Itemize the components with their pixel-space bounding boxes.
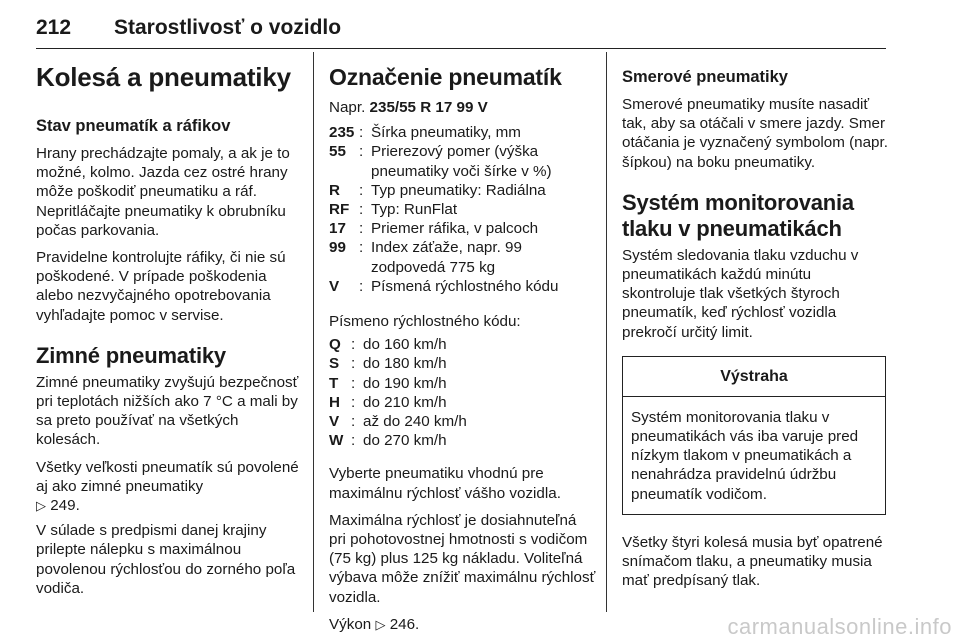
section-title: Starostlivosť o vozidlo — [114, 16, 342, 39]
header-divider — [36, 48, 886, 49]
subheading-tyre-condition: Stav pneumatík a ráfikov — [36, 117, 231, 135]
column-middle — [329, 52, 597, 638]
paragraph: Pravidelne kontrolujte ráfiky, či nie sú poškodené. V prípade poškodenia alebo nezvyčajného opotrebovania vyhľadajte pomoc v servise. — [36, 249, 286, 324]
reference-arrow-icon: ▷ — [36, 498, 46, 514]
heading-winter-tyres: Zimné pneumatiky — [36, 342, 226, 368]
warning-text: Systém monitorovania tlaku v pneumatikách vás iba varuje pred nízkym tlakom v pneumatikách a nenahrádza pravidelnú údržbu pneumatík vodičom. — [631, 408, 859, 503]
paragraph-text: Výkon — [329, 615, 372, 633]
column-right — [622, 52, 888, 594]
page-header — [36, 8, 886, 52]
speed-code-list — [329, 335, 597, 450]
reference-arrow-icon: ▷ — [375, 616, 386, 632]
column-left — [36, 52, 302, 602]
paragraph: Maximálna rýchlosť je dosiahnuteľná pri pohotovostnej hmotnosti s vodičom (75 kg) plus 125 kg nákladu. Voliteľná výbava môže znížiť maximálnu rýchlosť vozidla. — [329, 511, 596, 606]
column-divider — [606, 52, 607, 612]
designation-list — [329, 123, 597, 296]
column-divider — [313, 52, 314, 612]
watermark: carmanualsonline.info — [727, 614, 952, 639]
warning-box — [622, 356, 886, 515]
list-item: S : do 180 km/h — [329, 355, 447, 373]
list-item: T : do 190 km/h — [329, 374, 447, 392]
paragraph: Všetky štyri kolesá musia byť opatrené snímačom tlaku, a pneumatiky musia mať predpísaný tlak. — [622, 533, 883, 590]
paragraph-with-reference — [329, 615, 597, 634]
page-reference-link[interactable]: 249. — [50, 497, 80, 515]
list-item: 55 : Prierezový pomer (výška pneumatiky voči šírke v %) — [329, 143, 552, 180]
list-item: Q : do 160 km/h — [329, 336, 447, 354]
list-item: 235 : Šírka pneumatiky, mm — [329, 124, 521, 142]
speed-code-intro: Písmeno rýchlostného kódu: — [329, 313, 521, 331]
paragraph: Smerové pneumatiky musíte nasadiť tak, aby sa otáčali v smere jazdy. Smer otáčania je vyznačený symbolom (napr. šípkou) na boku pneumatiky. — [622, 96, 888, 171]
list-item: H : do 210 km/h — [329, 393, 447, 411]
example-prefix: Napr. — [329, 99, 366, 116]
list-item: W : do 270 km/h — [329, 432, 447, 450]
list-item: RF : Typ: RunFlat — [329, 201, 458, 219]
heading-tpms: Systém monitorovania tlaku v pneumatikách — [622, 189, 854, 241]
list-item: V : Písmená rýchlostného kódu — [329, 277, 559, 295]
paragraph: Systém sledovania tlaku vzduchu v pneumatikách každú minútu skontroluje tlak všetkých štyroch pneumatík, keď rýchlosť vozidla prekročí určitý limit. — [622, 246, 859, 341]
paragraph-text: Všetky veľkosti pneumatík sú povolené aj ako zimné pneumatiky — [36, 458, 299, 495]
paragraph: Hrany prechádzajte pomaly, a ak je to možné, kolmo. Jazda cez ostré hrany môže poškodiť pneumatiku a ráf. Nepritláčajte pneumatiky k obrubníku počas parkovania. — [36, 145, 290, 239]
paragraph: Vyberte pneumatiku vhodnú pre maximálnu rýchlosť vášho vozidla. — [329, 465, 561, 502]
list-item: V : až do 240 km/h — [329, 413, 467, 431]
heading-tyre-designation: Označenie pneumatík — [329, 64, 562, 90]
list-item: 99 : Index záťaže, napr. 99 zodpovedá 775 kg — [329, 239, 522, 276]
warning-title: Výstraha — [623, 357, 885, 397]
page-reference-link[interactable]: 246. — [389, 615, 420, 633]
list-item: 17 : Priemer ráfika, v palcoch — [329, 220, 539, 238]
heading-wheels-tyres: Kolesá a pneumatiky — [36, 62, 291, 92]
example-code: 235/55 R 17 99 V — [369, 99, 488, 116]
page-number: 212 — [36, 16, 72, 39]
paragraph: V súlade s predpismi danej krajiny prilepte nálepku s maximálnou povolenou rýchlosťou do zorného poľa vodiča. — [36, 522, 296, 597]
paragraph-with-reference — [36, 458, 302, 516]
paragraph: Zimné pneumatiky zvyšujú bezpečnosť pri teplotách nižších ako 7 °C a mali by sa preto používať na všetkých kolesách. — [36, 373, 299, 449]
example-line — [329, 98, 597, 117]
subheading-directional-tyres: Smerové pneumatiky — [622, 68, 788, 86]
list-item: R : Typ pneumatiky: Radiálna — [329, 181, 546, 199]
